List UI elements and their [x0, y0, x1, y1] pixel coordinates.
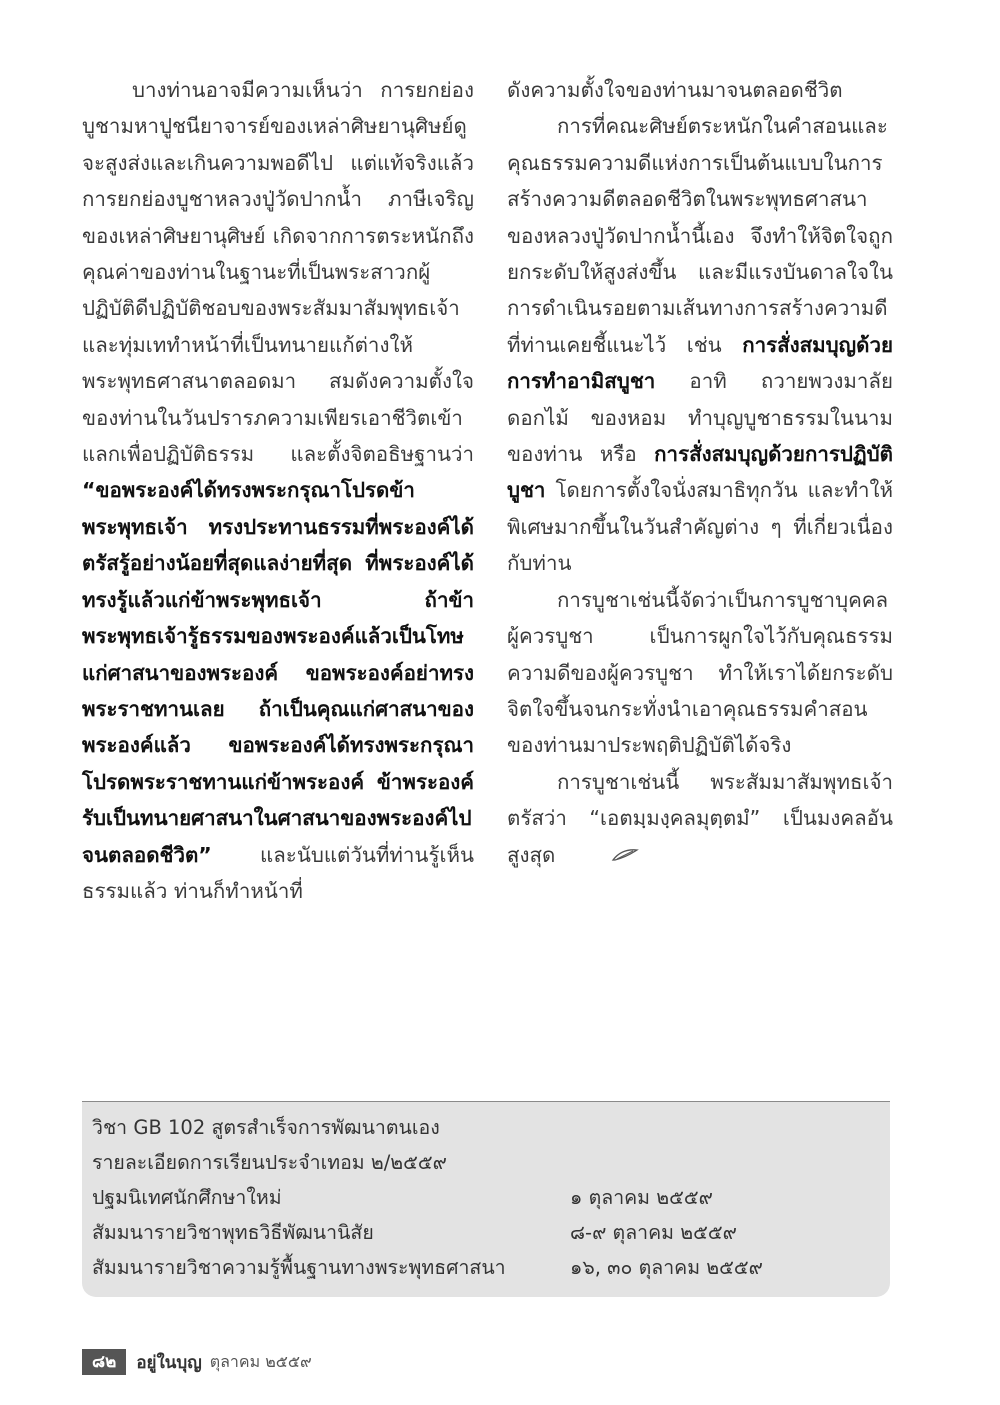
course-title: วิชา GB 102 สูตรสำเร็จการพัฒนาตนเอง [92, 1116, 440, 1139]
paragraph-text: และนับแต่วันที่ท่านรู้เห็นธรรมแล้ว ท่านก็ทำหน้าที่ [82, 842, 474, 903]
magazine-title: อยู่ในบุญ [136, 1352, 202, 1373]
right-paragraph-3: การบูชาเช่นนี้จัดว่าเป็นการบูชาบุคคลผู้ควรบูชา เป็นการผูกใจไว้กับคุณธรรมความดีของผู้ควรบูชา ทำให้เราได้ยกระดับจิตใจขึ้นจนกระทั่งนำเอาคุณธรรมคำสอนของท่านมาประพฤติปฏิบัติได้จริง [507, 587, 893, 758]
continuation-line: ดังความตั้งใจของท่านมาจนตลอดชีวิต [507, 78, 843, 102]
course-info-box [82, 1101, 890, 1297]
schedule-event: สัมมนารายวิชาพุทธวิธีพัฒนานิสัย [92, 1221, 374, 1244]
right-paragraph-4 [507, 764, 893, 875]
bold-phrase: การสั่งสมบุญด้วยการทำอามิสบูชา [507, 332, 893, 394]
left-column [82, 72, 474, 909]
paragraph-text: บางท่านอาจมีความเห็นว่า การยกย่องบูชามหาปูชนียาจารย์ของเหล่าศิษยานุศิษย์ดูจะสูงส่งและเกินความพอดีไป แต่แท้จริงแล้ว การยกย่องบูชาหลวงปู่วัดปากน้ำ ภาษีเจริญ ของเหล่าศิษยานุศิษย์ เกิดจากการตระหนักถึงคุณค่าของท่านในฐานะที่เป็นพระสาวกผู้ปฏิบัติดีปฏิบัติชอบของพระสัมมาสัมพุทธเจ้า และทุ่มเททำหน้าที่เป็นทนายแก้ต่างให้พระพุทธศาสนาตลอดมา สมดังความตั้งใจของท่านในวันปรารภความเพียรเอาชีวิตเข้าแลกเพื่อปฏิบัติธรรม และตั้งจิตอธิษฐานว่า [82, 78, 474, 467]
vow-quote: “ขอพระองค์ได้ทรงพระกรุณาโปรดข้าพระพุทธเจ้า ทรงประทานธรรมที่พระองค์ได้ตรัสรู้อย่างน้อยที่สุดแลง่ายที่สุด ที่พระองค์ได้ทรงรู้แล้วแก่ข้าพระพุทธเจ้า ถ้าข้าพระพุทธเจ้ารู้ธรรมของพระองค์แล้วเป็นโทษแก่ศาสนาของพระองค์ ขอพระองค์อย่าทรงพระราชทานเลย ถ้าเป็นคุณแก่ศาสนาของพระองค์แล้ว ขอพระองค์ได้ทรงพระกรุณาโปรดพระราชทานแก่ข้าพระองค์ ข้าพระองค์รับเป็นทนายศาสนาในศาสนาของพระองค์ไปจนตลอดชีวิต” [82, 478, 474, 867]
semester-subtitle: รายละเอียดการเรียนประจำเทอม ๒/๒๕๕๙ [92, 1151, 447, 1174]
schedule-date: ๑๖, ๓๐ ตุลาคม ๒๕๕๙ [570, 1256, 763, 1279]
end-of-article-icon [561, 839, 639, 875]
schedule-row [92, 1215, 880, 1250]
right-paragraph-2 [507, 108, 893, 581]
paragraph-text: การที่คณะศิษย์ตระหนักในคำสอนและคุณธรรมความดีแห่งการเป็นต้นแบบในการสร้างความดีตลอดชีวิตในพระพุทธศาสนาของหลวงปู่วัดปากน้ำนี้เอง จึงทำให้จิตใจถูกยกระดับให้สูงส่งขึ้น และมีแรงบันดาลใจในการดำเนินรอยตามเส้นทางการสร้างความดีที่ท่านเคยชี้แนะไว้ เช่น [507, 114, 893, 357]
page-footer [82, 1349, 312, 1375]
schedule-event: ปฐมนิเทศนักศึกษาใหม่ [92, 1186, 282, 1209]
schedule-date: ๑ ตุลาคม ๒๕๕๙ [570, 1186, 713, 1209]
page-number: ๘๒ [82, 1349, 126, 1375]
schedule-row [92, 1180, 880, 1215]
paragraph-text: การบูชาเช่นนี้ พระสัมมาสัมพุทธเจ้าตรัสว่า “เอตมฺมงฺคลมุตฺตมํ” เป็นมงคลอันสูงสุด [507, 769, 893, 867]
schedule-row [92, 1250, 880, 1285]
right-column [507, 72, 893, 875]
schedule-event: สัมมนารายวิชาความรู้พื้นฐานทางพระพุทธศาสนา [92, 1256, 506, 1279]
bold-phrase: การสั่งสมบุญด้วยการปฏิบัติบูชา [507, 442, 893, 503]
paragraph-text: อาทิ ถวายพวงมาลัย ดอกไม้ ของหอม ทำบุญบูชาธรรมในนามของท่าน หรือ [507, 369, 893, 467]
issue-date: ตุลาคม ๒๕๕๙ [209, 1351, 312, 1371]
paragraph-text: โดยการตั้งใจนั่งสมาธิทุกวัน และทำให้พิเศษมากขึ้นในวันสำคัญต่าง ๆ ที่เกี่ยวเนื่องกับท่าน [507, 478, 893, 576]
schedule-date: ๘-๙ ตุลาคม ๒๕๕๙ [570, 1221, 737, 1244]
left-paragraph [82, 72, 474, 909]
